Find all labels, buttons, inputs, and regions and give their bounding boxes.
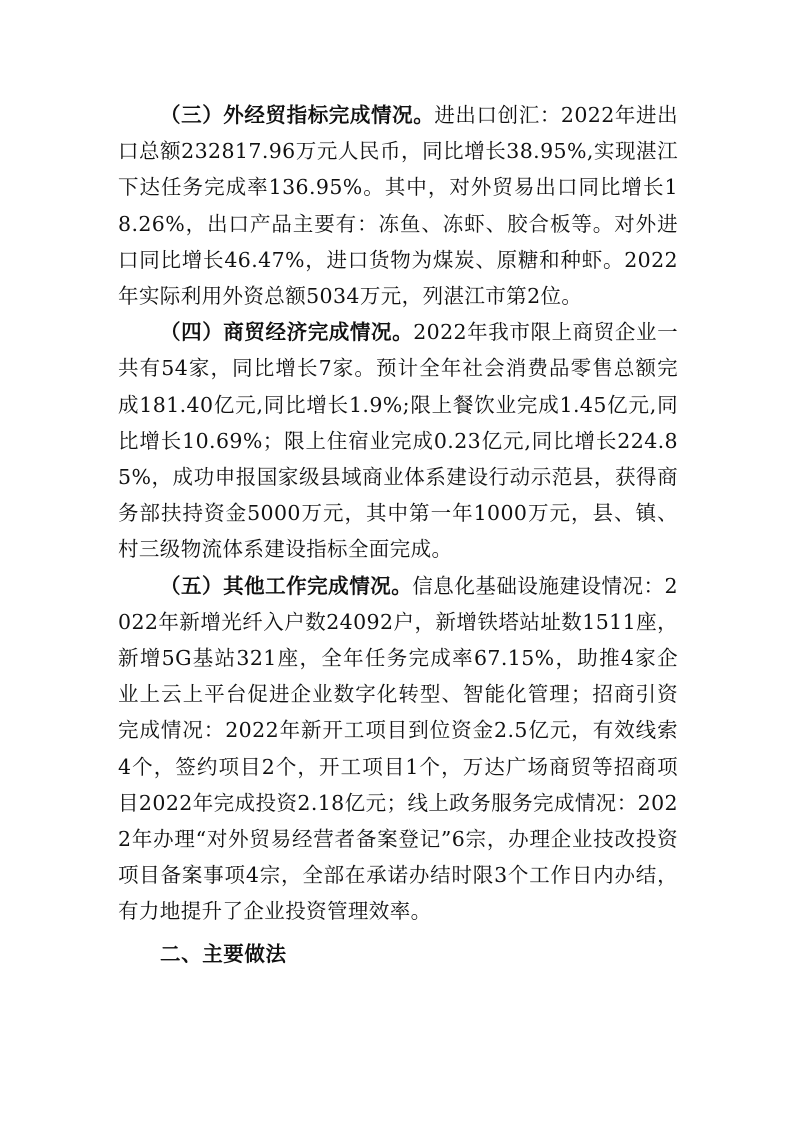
paragraph-text-foreign-trade: 进出口创汇：2022年进出口总额232817.96万元人民币，同比增长38.95%,实现湛江下达任务完成率136.95%。其中，对外贸易出口同比增长18.26%，出口产品主要有：冻鱼、冻虾、胶合板等。对外进口同比增长46.47%，进口货物为煤炭、原糖和种虾。2022年实际利用外资总额5034万元，列湛江市第2位。: [118, 103, 678, 309]
paragraph-commerce: [118, 314, 678, 567]
document-body: [118, 97, 678, 972]
paragraph-heading-other-work: （五）其他工作完成情况。: [160, 573, 413, 598]
paragraph-foreign-trade: [118, 97, 678, 314]
paragraph-heading-commerce: （四）商贸经济完成情况。: [160, 320, 414, 345]
paragraph-heading-foreign-trade: （三）外经贸指标完成情况。: [160, 103, 435, 127]
paragraph-other-work: [118, 568, 678, 930]
paragraph-text-commerce: 2022年我市限上商贸企业一共有54家，同比增长7家。预计全年社会消费品零售总额完成181.40亿元,同比增长1.9%;限上餐饮业完成1.45亿元,同比增长10.69%；限上住宿业完成0.23亿元,同比增长224.85%，成功申报国家级县域商业体系建设行动示范县，获得商务部扶持资金5000万元，其中第一年1000万元，县、镇、村三级物流体系建设指标全面完成。: [118, 320, 678, 562]
paragraph-text-other-work: 信息化基础设施建设情况：2022年新增光纤入户数24092户，新增铁塔站址数1511座，新增5G基站321座，全年任务完成率67.15%，助推4家企业上云上平台促进企业数字化转型、智能化管理；招商引资完成情况：2022年新开工项目到位资金2.5亿元，有效线索4个，签约项目2个，开工项目1个，万达广场商贸等招商项目2022年完成投资2.18亿元；线上政务服务完成情况：2022年办理“对外贸易经营者备案登记”6宗，办理企业技改投资项目备案事项4宗，全部在承诺办结时限3个工作日内办结，有力地提升了企业投资管理效率。: [118, 573, 678, 924]
section-title-main-practices: 二、主要做法: [160, 941, 287, 966]
